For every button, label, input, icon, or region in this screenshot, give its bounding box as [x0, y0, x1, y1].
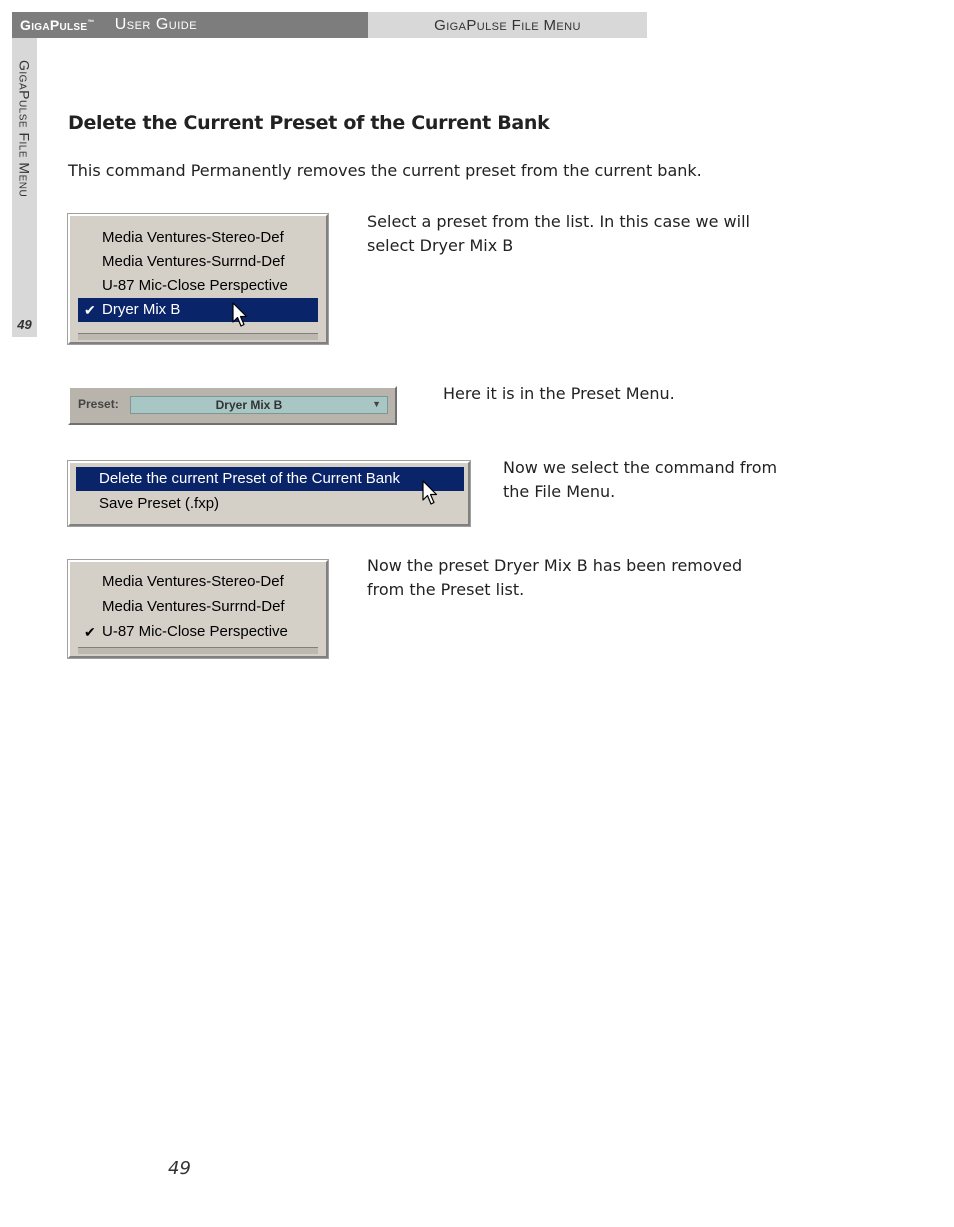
dropdown-arrow-icon: ▼ [372, 399, 381, 409]
side-tab-page-number: 49 [17, 317, 32, 332]
menu-footer-edge [78, 647, 318, 654]
preset-item-u87-mic-close[interactable]: ✔ U-87 Mic-Close Perspective [78, 620, 318, 644]
preset-item-media-ventures-stereo[interactable]: Media Ventures-Stereo-Def [102, 229, 284, 246]
menu-item-delete-current-preset[interactable]: Delete the current Preset of the Current Bank [76, 467, 464, 491]
trademark-symbol: ™ [87, 19, 95, 27]
step-4-text: Now the preset Dryer Mix B has been removed from the Preset list. [367, 556, 743, 599]
file-menu-screenshot [68, 461, 470, 526]
step-3-text: Now we select the command from the File Menu. [503, 458, 778, 501]
checkmark-icon: ✔ [84, 302, 96, 318]
header-left-bar [12, 12, 368, 38]
preset-item-dryer-mix-b[interactable]: ✔ Dryer Mix B [78, 298, 318, 322]
checkmark-icon: ✔ [84, 624, 96, 640]
preset-selected-value: Dryer Mix B [215, 398, 283, 412]
preset-menu-bar [68, 386, 397, 425]
preset-dropdown[interactable] [130, 396, 388, 414]
header-brand: GigaPulse™ [20, 17, 95, 33]
preset-item-media-ventures-surrnd[interactable]: Media Ventures-Surrnd-Def [102, 598, 285, 615]
preset-item-u87-mic-close[interactable]: U-87 Mic-Close Perspective [102, 277, 288, 294]
arrow-cursor-icon [232, 302, 248, 328]
preset-item-media-ventures-surrnd[interactable]: Media Ventures-Surrnd-Def [102, 253, 285, 270]
side-tab-label: GigaPulse File Menu [16, 60, 33, 198]
footer-page-number: 49 [168, 1158, 191, 1179]
preset-item-media-ventures-stereo[interactable]: Media Ventures-Stereo-Def [102, 573, 284, 590]
menu-item-save-preset[interactable]: Save Preset (.fxp) [99, 495, 220, 512]
preset-list-screenshot-before [68, 214, 328, 344]
header-section-title: GigaPulse File Menu [368, 12, 647, 38]
preset-list-screenshot-after [68, 560, 328, 658]
menu-footer-edge [78, 333, 318, 340]
section-heading: Delete the Current Preset of the Current Bank [68, 112, 550, 134]
header-guide-title: User Guide [114, 16, 198, 33]
arrow-cursor-icon [422, 480, 438, 506]
step-2-text: Here it is in the Preset Menu. [443, 384, 675, 403]
step-1-text: Select a preset from the list. In this case we will select Dryer Mix B [367, 212, 750, 255]
preset-label: Preset: [78, 397, 119, 411]
intro-paragraph: This command Permanently removes the current preset from the current bank. [68, 161, 702, 180]
